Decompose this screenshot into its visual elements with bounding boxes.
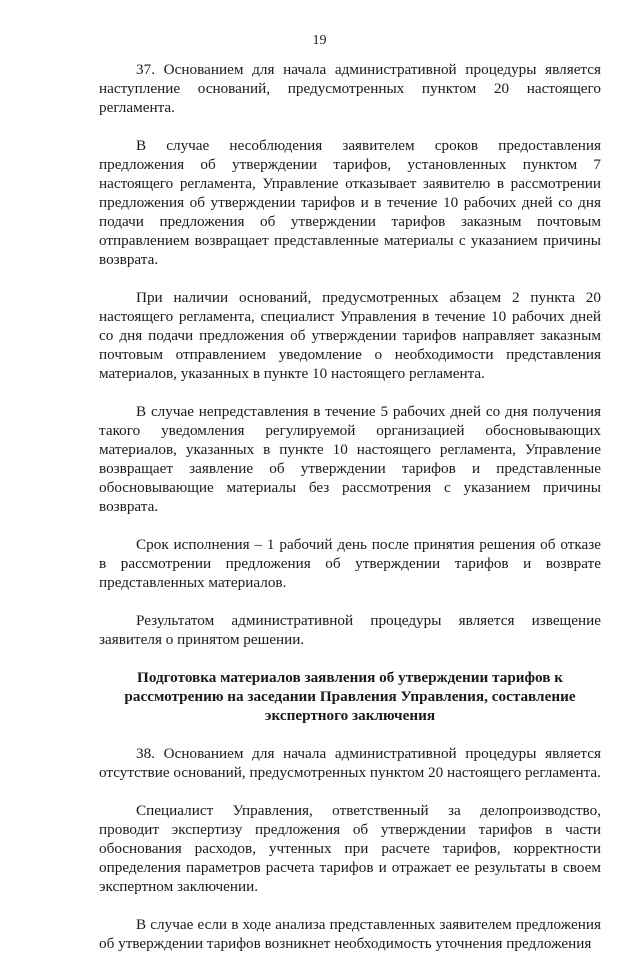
paragraph-38-basis: 38. Основанием для начала административной процедуры является отсутствие оснований, предусмотренных пунктом 20 настоящего регламента. [99, 745, 601, 781]
paragraph-expertise: Специалист Управления, ответственный за делопроизводство, проводит экспертизу предложения об утверждении тарифов в части обоснования расходов, учтенных при расчете тарифов, корректности определения параметров расчета тарифов и отражает ее результаты в своем экспертном заключении. [99, 802, 601, 895]
paragraph-deadline-violation: В случае несоблюдения заявителем сроков предоставления предложения об утверждении тарифов, установленных пунктом 7 настоящего регламента, Управление отказывает заявителю в рассмотрении предложения об утверждении тарифов и в течение 10 рабочих дней со дня подачи предложения об утверждении тарифов заказным почтовым отправлением возвращает представленные материалы с указанием причины возврата. [99, 137, 601, 268]
paragraph-37-basis: 37. Основанием для начала административной процедуры является наступление оснований, предусмотренных пунктом 20 настоящего регламента. [99, 61, 601, 116]
paragraph-execution-term: Срок исполнения – 1 рабочий день после принятия решения об отказе в рассмотрении предложения об утверждении тарифов и возврате представленных материалов. [99, 536, 601, 591]
paragraph-result: Результатом административной процедуры является извещение заявителя о принятом решении. [99, 612, 601, 648]
paragraph-grounds-notice: При наличии оснований, предусмотренных абзацем 2 пункта 20 настоящего регламента, специалист Управления в течение 10 рабочих дней со дня подачи предложения об утверждении тарифов направляет заказным почтовым отправлением уведомление о необходимости представления материалов, указанных в пункте 10 настоящего регламента. [99, 289, 601, 382]
paragraph-non-submission: В случае непредставления в течение 5 рабочих дней со дня получения такого уведомления регулируемой организацией обосновывающих материалов, указанных в пункте 10 настоящего регламента, Управление возвращает заявление об утверждении тарифов и представленные обосновывающие материалы без рассмотрения с указанием причины возврата. [99, 403, 601, 515]
section-heading: Подготовка материалов заявления об утверждении тарифов к рассмотрению на заседании Правления Управления, составление экспертного заключения [124, 669, 576, 724]
document-body [99, 60, 601, 953]
paragraph-clarification: В случае если в ходе анализа представленных заявителем предложения об утверждении тарифов возникнет необходимость уточнения предложения [99, 916, 601, 952]
page-number: 19 [312, 33, 327, 48]
